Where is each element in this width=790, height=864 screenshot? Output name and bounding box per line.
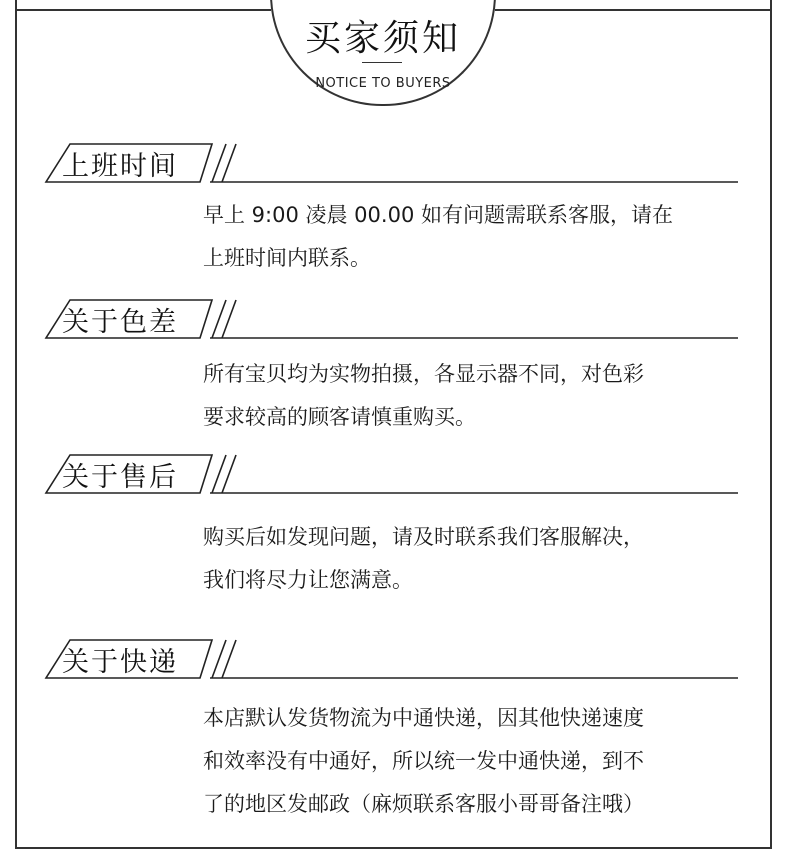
section-header-color-difference (0, 294, 790, 344)
body-line: 所有宝贝均为实物拍摄，各显示器不同，对色彩 (203, 362, 644, 386)
body-line: 我们将尽力让您满意。 (203, 568, 413, 592)
section-header-work-hours (0, 138, 790, 188)
body-line: 上班时间内联系。 (203, 246, 371, 270)
section-title: 关于售后 (62, 462, 178, 493)
section-body-after-sales (203, 516, 763, 602)
frame-top-border-right (495, 9, 772, 11)
body-line: 了的地区发邮政（麻烦联系客服小哥哥备注哦） (203, 792, 644, 816)
body-line: 早上 9:00 凌晨 00.00 如有问题需联系客服，请在 (203, 203, 673, 227)
page-title: 买家须知 (304, 18, 461, 59)
body-line: 和效率没有中通好，所以统一发中通快递，到不 (203, 749, 644, 773)
section-header-shipping (0, 634, 790, 684)
body-line: 本店默认发货物流为中通快递，因其他快递速度 (203, 706, 644, 730)
body-line: 要求较高的顾客请慎重购买。 (203, 405, 476, 429)
section-header-after-sales (0, 449, 790, 499)
section-title: 关于快递 (62, 647, 178, 678)
section-title: 关于色差 (62, 307, 178, 338)
section-body-work-hours (203, 194, 763, 280)
body-line: 购买后如发现问题，请及时联系我们客服解决， (203, 525, 644, 549)
section-title: 上班时间 (62, 151, 178, 182)
frame-top-border-left (15, 9, 271, 11)
title-divider (362, 62, 402, 63)
section-body-color-difference (203, 353, 763, 439)
section-body-shipping (203, 697, 763, 826)
page-subtitle: NOTICE TO BUYERS (315, 76, 451, 91)
